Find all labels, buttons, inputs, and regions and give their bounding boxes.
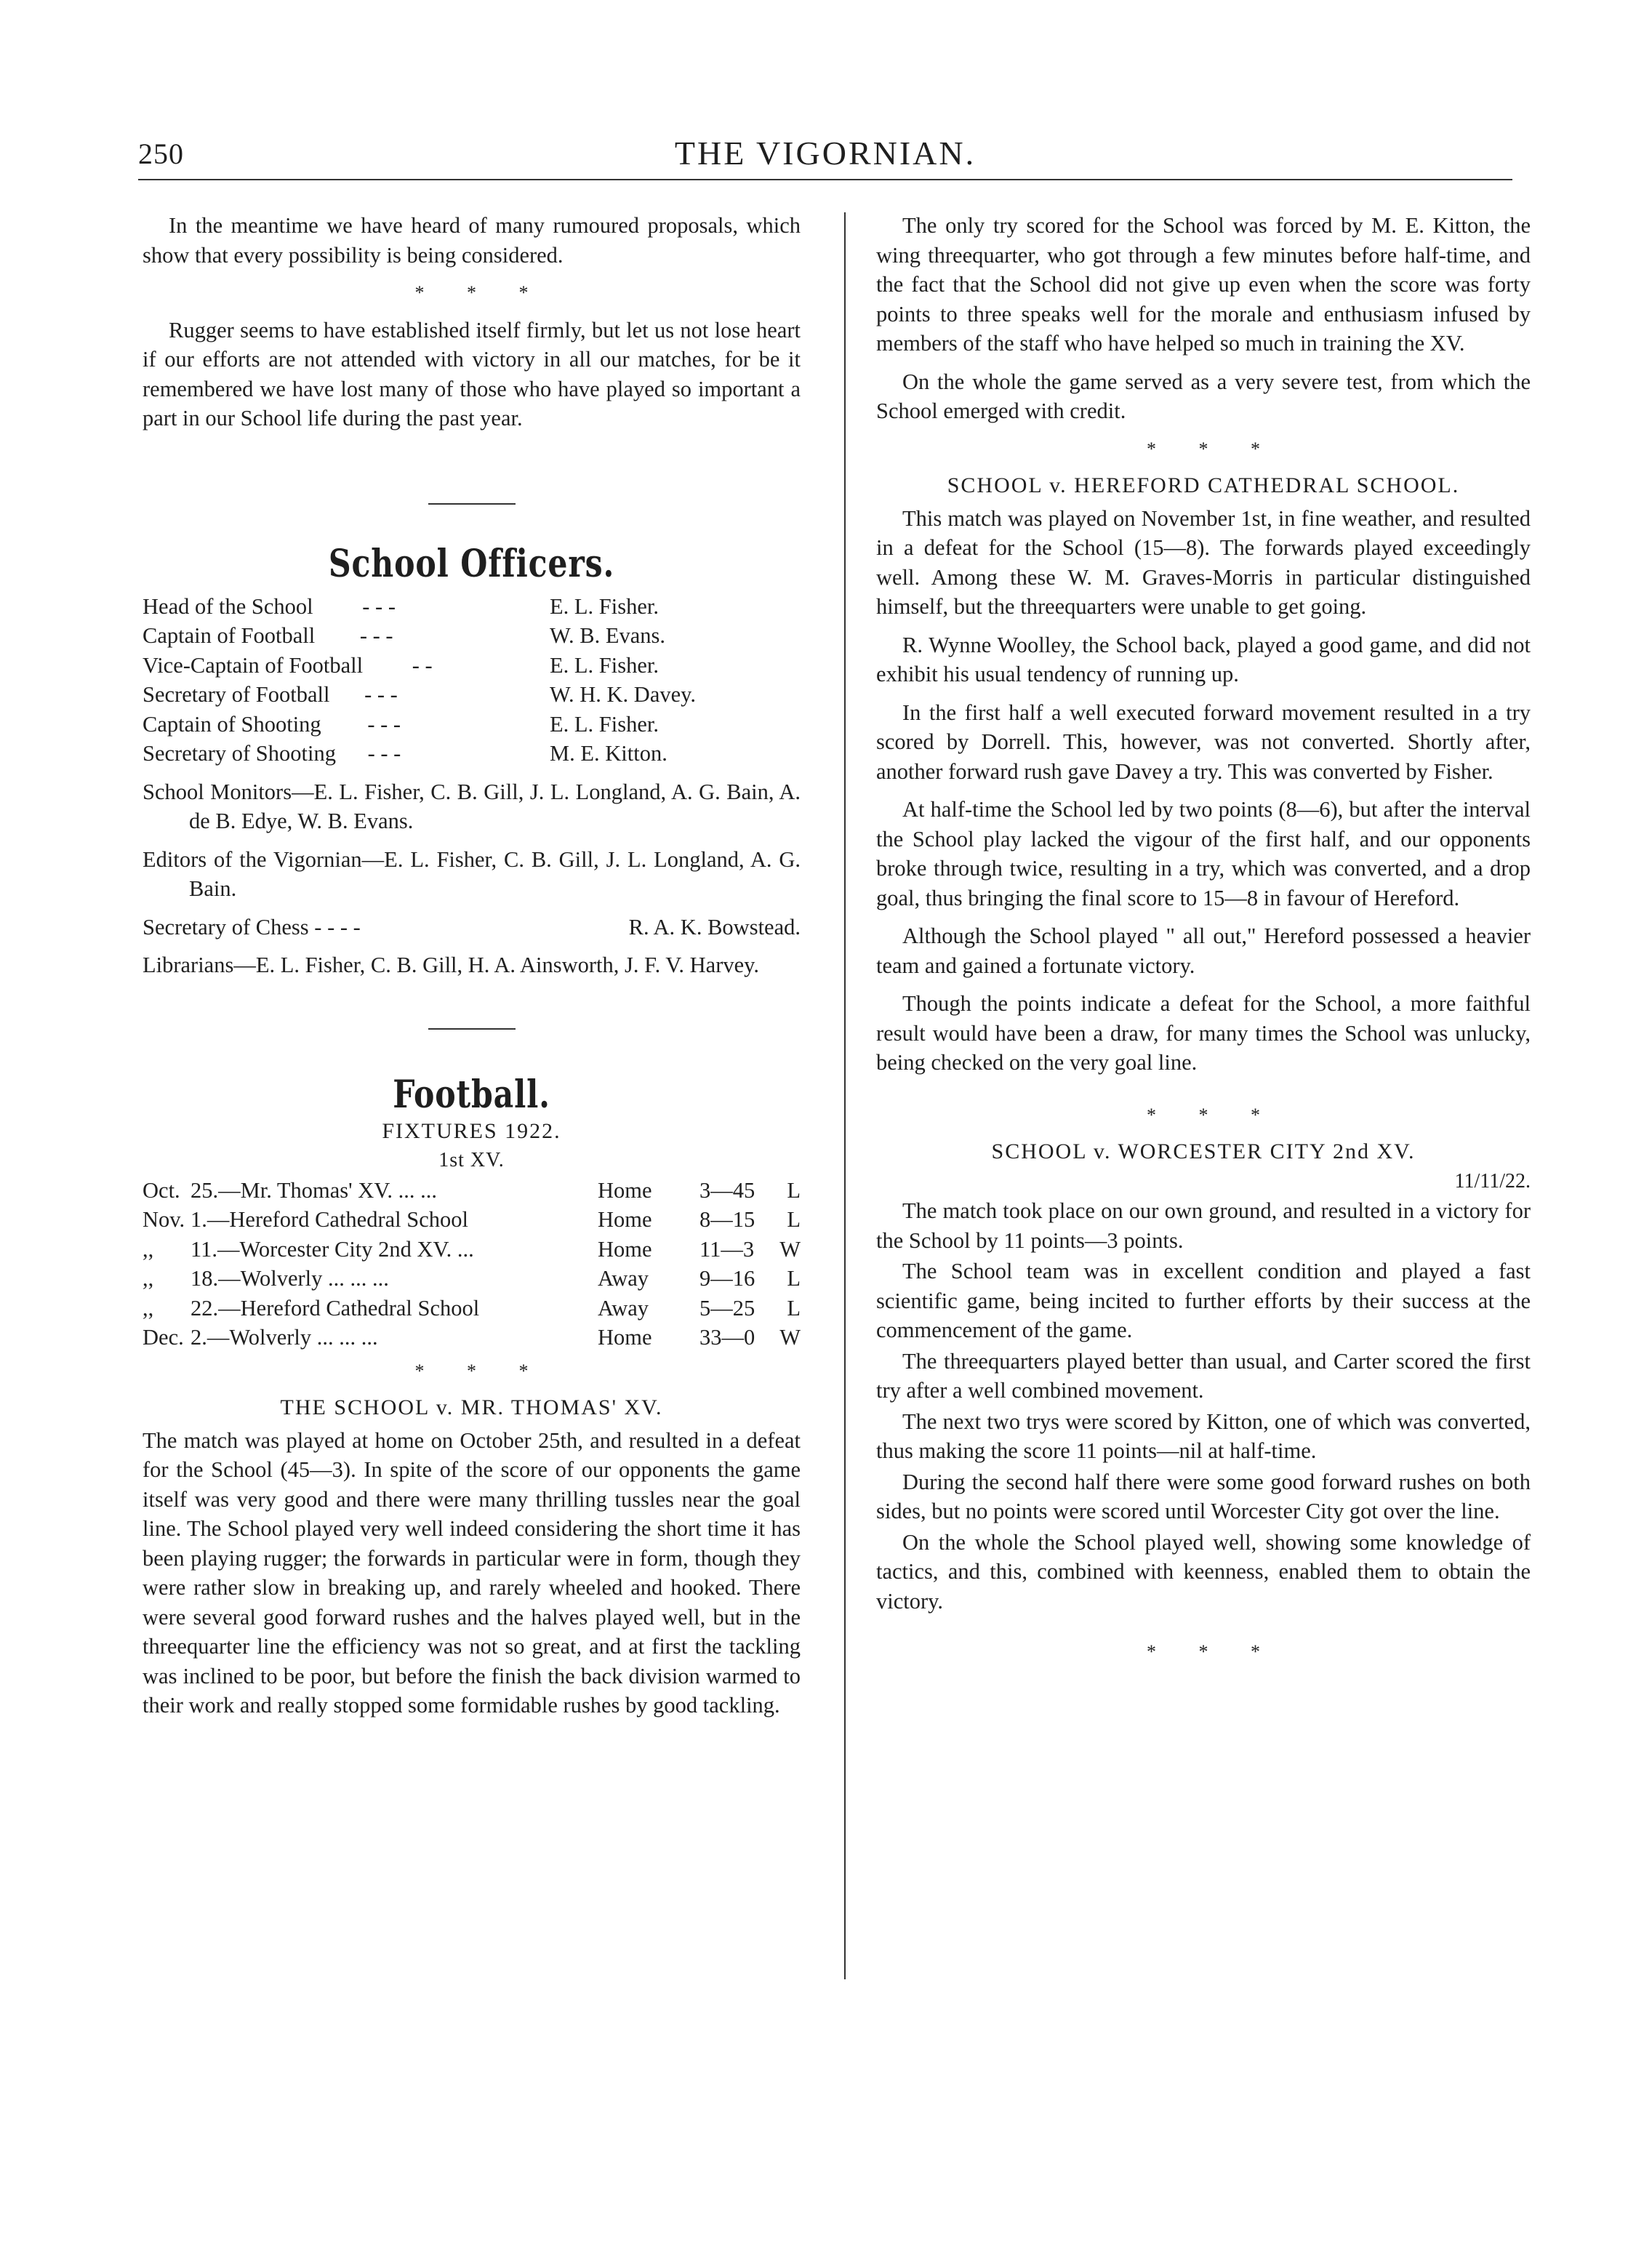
- header-rule: [138, 179, 1512, 180]
- worcester-paragraph: The threequarters played better than usual, and Carter scored the first try after a well combined movement.: [876, 1348, 1531, 1403]
- rugger-paragraph: Rugger seems to have established itself firmly, but let us not lose heart if our efforts are not attended with victory in all our matches, for be it remembered we have lost many of those who have played so important a part in our School life during the past year.: [143, 317, 801, 430]
- section-stars: * * *: [414, 1360, 548, 1382]
- officer-role: Captain of Shooting: [143, 711, 321, 737]
- hereford-heading: SCHOOL v. HEREFORD CATHEDRAL SCHOOL.: [947, 473, 1460, 497]
- officer-dashes: - - -: [367, 711, 401, 737]
- fixtures-subtitle: 1st XV.: [438, 1149, 505, 1171]
- fixture-opponent: 18.—Wolverly ... ... ...: [191, 1266, 389, 1291]
- officer-row: [143, 592, 801, 622]
- left-column: [143, 211, 801, 1729]
- fixture-month: ,,: [143, 1236, 154, 1262]
- fixture-score: 3—45: [699, 1177, 755, 1203]
- officer-role: Secretary of Shooting: [143, 741, 336, 766]
- hereford-paragraph: Though the points indicate a defeat for the School, a more faithful result would have been a draw, for many times the School was unlucky, being checked on the very goal line.: [876, 991, 1531, 1075]
- fixture-row: [143, 1205, 801, 1235]
- fixture-venue: Away: [598, 1295, 649, 1321]
- fixture-venue: Away: [598, 1266, 649, 1291]
- fixture-month: Dec.: [143, 1325, 184, 1350]
- officer-row: [143, 680, 801, 710]
- fixture-row: [143, 1264, 801, 1294]
- hereford-paragraph: R. Wynne Woolley, the School back, played a good game, and did not exhibit his usual tendency of running up.: [876, 632, 1531, 686]
- editors-entry: Editors of the Vigornian—E. L. Fisher, C. B. Gill, J. L. Longland, A. G. Bain.: [143, 846, 801, 901]
- officer-name: W. H. K. Davey.: [550, 682, 697, 707]
- chess-role: Secretary of Chess - - - -: [143, 914, 361, 939]
- fixture-opponent: 2.—Wolverly ... ... ...: [191, 1325, 378, 1350]
- fixture-opponent: 22.—Hereford Cathedral School: [191, 1295, 480, 1321]
- fixture-result: L: [787, 1266, 801, 1291]
- fixture-row: [143, 1176, 801, 1206]
- officer-dashes: - - -: [359, 623, 393, 648]
- officer-dashes: - - -: [367, 741, 401, 766]
- hereford-paragraph: This match was played on November 1st, in fine weather, and resulted in a defeat for the School (15—8). The forwards played exceedingly well. Among these W. M. Graves-Morris in particular distinguished himself, but the threequarters were unable to get going.: [876, 505, 1531, 619]
- fixture-row: [143, 1323, 801, 1353]
- fixture-row: [143, 1294, 801, 1323]
- worcester-paragraph: On the whole the School played well, showing some knowledge of tactics, and this, combined with keenness, enabled them to obtain the victory.: [876, 1529, 1531, 1614]
- fixture-result: L: [787, 1177, 801, 1203]
- hereford-paragraph: At half-time the School led by two points (8—6), but after the interval the School play lacked the vigour of the first half, and our opponents broke through twice, resulting in a try, which was converted, and a drop goal, thus bringing the final score to 15—8 in favour of Hereford.: [876, 797, 1531, 910]
- officers-heading: School Officers.: [328, 541, 615, 586]
- fixture-venue: Home: [598, 1177, 652, 1203]
- worcester-date: 11/11/22.: [1454, 1169, 1531, 1193]
- fixture-month: Nov.: [143, 1207, 185, 1232]
- section-stars: * * *: [1147, 438, 1279, 460]
- officer-row: [143, 651, 801, 681]
- fixture-venue: Home: [598, 1325, 652, 1350]
- officer-role: Head of the School: [143, 593, 313, 619]
- librarians-entry: Librarians—E. L. Fisher, C. B. Gill, H. A. Ainsworth, J. F. V. Harvey.: [143, 953, 760, 977]
- officer-name: E. L. Fisher.: [550, 593, 659, 619]
- fixture-result: W: [779, 1236, 801, 1262]
- running-title: THE VIGORNIAN.: [674, 135, 977, 172]
- officer-dashes: - -: [412, 652, 433, 678]
- worcester-paragraph: The School team was in excellent condition and played a fast scientific game, being incited to further efforts by their success at the commencement of the game.: [876, 1259, 1531, 1342]
- fixture-month: ,,: [143, 1266, 154, 1291]
- page-number: 250: [138, 137, 184, 170]
- thomas-paragraph: The match was played at home on October 25th, and resulted in a defeat for the School (45—3). In spite of the score of our opponents the game itself was very good and there were many thrilling tussles near the goal line. The School played very well indeed considering the short time it has been playing rugger; the forwards in particular were in form, though they were rather slow in breaking up, and rarely wheeled and hooked. There were several good forward rushes and the halves played well, but in the threequarter line the efficiency was not so great, and at first the tackling was inclined to be poor, but before the finish the back division warmed to their work and really stopped some formidable rushes by good tackling.: [143, 1427, 801, 1718]
- section-stars: * * *: [1147, 1641, 1279, 1662]
- officer-dashes: - - -: [364, 682, 398, 707]
- officer-name: M. E. Kitton.: [550, 741, 667, 766]
- column-divider: [844, 212, 846, 1979]
- fixture-result: W: [779, 1325, 801, 1350]
- page-header: [138, 129, 1512, 182]
- fixture-score: 9—16: [699, 1266, 755, 1291]
- officer-role: Captain of Football: [143, 623, 316, 648]
- fixture-score: 11—3: [699, 1236, 755, 1262]
- thomas-heading: THE SCHOOL v. MR. THOMAS' XV.: [280, 1395, 663, 1419]
- section-stars: * * *: [414, 282, 548, 303]
- worcester-paragraph: The next two trys were scored by Kitton, one of which was converted, thus making the score 11 points—nil at half-time.: [876, 1408, 1531, 1463]
- officer-row: [143, 621, 801, 651]
- fixture-venue: Home: [598, 1236, 652, 1262]
- right-column: [876, 211, 1531, 1675]
- whole-paragraph: On the whole the game served as a very severe test, from which the School emerged with credit.: [876, 369, 1531, 423]
- worcester-heading: SCHOOL v. WORCESTER CITY 2nd XV.: [991, 1139, 1416, 1163]
- officer-row: [143, 710, 801, 740]
- fixture-opponent: 25.—Mr. Thomas' XV. ... ...: [191, 1177, 438, 1203]
- fixtures-title: FIXTURES 1922.: [382, 1118, 561, 1143]
- fixture-result: L: [787, 1295, 801, 1321]
- officers-table: [143, 592, 801, 769]
- fixture-opponent: 11.—Worcester City 2nd XV. ...: [191, 1236, 474, 1262]
- worcester-paragraph: During the second half there were some good forward rushes on both sides, but no points were scored until Worcester City got over the line.: [876, 1469, 1531, 1523]
- fixture-score: 33—0: [699, 1325, 755, 1350]
- monitors-entry: School Monitors—E. L. Fisher, C. B. Gill, J. L. Longland, A. G. Bain, A. de B. Edye, W. B. Evans.: [143, 779, 801, 833]
- try-paragraph: The only try scored for the School was forced by M. E. Kitton, the wing threequarter, who got through a few minutes before half-time, and the fact that the School did not give up even when the score was forty points to three speaks well for the morale and enthusiasm infused by members of the staff who have helped so much in training the XV.: [876, 213, 1531, 356]
- hereford-paragraph: Although the School played " all out," Hereford possessed a heavier team and gained a fortunate victory.: [876, 923, 1531, 978]
- fixtures-table: [143, 1176, 801, 1353]
- worcester-paragraph: The match took place on our own ground, and resulted in a victory for the School by 11 points—3 points.: [876, 1198, 1531, 1253]
- officer-row: [143, 739, 801, 769]
- officer-dashes: - - -: [362, 593, 396, 619]
- chess-entry: [143, 913, 801, 942]
- fixture-result: L: [787, 1207, 801, 1232]
- fixture-opponent: 1.—Hereford Cathedral School: [191, 1207, 468, 1232]
- officer-role: Vice-Captain of Football: [143, 652, 364, 678]
- section-stars: * * *: [1147, 1104, 1279, 1126]
- chess-name: R. A. K. Bowstead.: [628, 914, 801, 939]
- football-heading: Football.: [393, 1072, 550, 1117]
- intro-paragraph: In the meantime we have heard of many rumoured proposals, which show that every possibility is being considered.: [143, 213, 801, 268]
- fixture-month: ,,: [143, 1295, 154, 1321]
- fixture-month: Oct.: [143, 1177, 180, 1203]
- hereford-paragraph: In the first half a well executed forward movement resulted in a try scored by Dorrell. This, however, was not converted. Shortly after, another forward rush gave Davey a try. This was converted by Fisher.: [876, 700, 1531, 784]
- officer-name: E. L. Fisher.: [550, 711, 659, 737]
- officer-name: E. L. Fisher.: [550, 652, 659, 678]
- fixture-score: 8—15: [699, 1207, 755, 1232]
- fixture-row: [143, 1235, 801, 1265]
- fixture-score: 5—25: [699, 1295, 755, 1321]
- officer-name: W. B. Evans.: [550, 623, 665, 648]
- officer-role: Secretary of Football: [143, 682, 330, 707]
- fixture-venue: Home: [598, 1207, 652, 1232]
